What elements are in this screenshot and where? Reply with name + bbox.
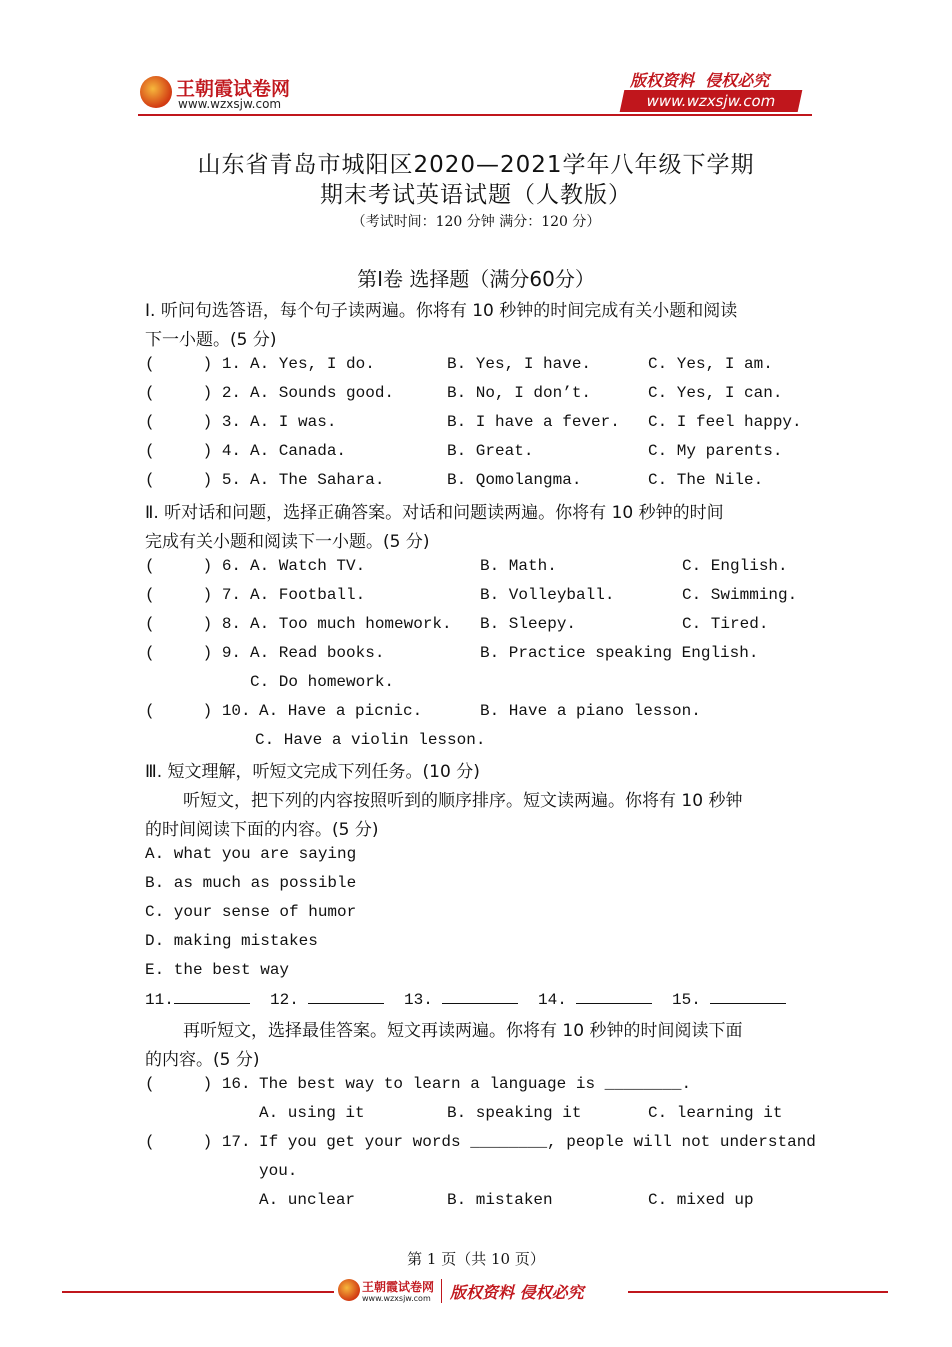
q9-option-c: C. Do homework. [250, 673, 395, 691]
q2-option-b: B. No, I don’t. [447, 384, 592, 402]
q2-option-c: C. Yes, I can. [648, 384, 783, 402]
option-e: E. the best way [145, 961, 290, 979]
q16-num: ( ) 16. [145, 1075, 251, 1093]
blank-13[interactable] [404, 989, 518, 1009]
part2-instruction-cont: 完成有关小题和阅读下一小题。(5 分) [145, 532, 430, 552]
q3-num: ( ) 3. [145, 413, 242, 431]
exam-info: （考试时间：120 分钟 满分：120 分） [351, 214, 601, 230]
header-url-banner [620, 90, 803, 112]
part3-heading: Ⅲ. 短文理解，听短文完成下列任务。(10 分) [145, 762, 480, 782]
q3-option-a: A. I was. [250, 413, 337, 431]
blank-14-line[interactable] [576, 989, 652, 1004]
q2-num: ( ) 2. [145, 384, 242, 402]
q8-option-b: B. Sleepy. [480, 615, 577, 633]
footer-copyright: 版权资料 侵权必究 [450, 1283, 584, 1302]
option-a: A. what you are saying [145, 845, 357, 863]
brand-name: 王朝霞试卷网 [176, 78, 291, 100]
page-number: 第 1 页（共 10 页） [407, 1250, 545, 1268]
q7-option-a: A. Football. [250, 586, 366, 604]
q5-num: ( ) 5. [145, 471, 242, 489]
q17-option-c: C. mixed up [648, 1191, 754, 1209]
q7-option-b: B. Volleyball. [480, 586, 615, 604]
q6-option-c: C. English. [682, 557, 788, 575]
blank-11-label: 11. [145, 991, 174, 1009]
q10-option-c: C. Have a violin lesson. [255, 731, 486, 749]
q17-text: If you get your words ________, people will not understand [259, 1133, 816, 1151]
part2-instruction: Ⅱ. 听对话和问题，选择正确答案。对话和问题读两遍。你将有 10 秒钟的时间 [145, 503, 724, 523]
part3-para2-cont: 的内容。(5 分) [145, 1050, 260, 1070]
option-b: B. as much as possible [145, 874, 357, 892]
footer-brand: 王朝霞试卷网 [362, 1280, 435, 1294]
q8-option-c: C. Tired. [682, 615, 769, 633]
q3-option-c: C. I feel happy. [648, 413, 802, 431]
q9-option-a: A. Read books. [250, 644, 385, 662]
footer-divider-left [62, 1291, 334, 1293]
brand-url: www.wzxsjw.com [178, 97, 282, 111]
q17-option-b: B. mistaken [447, 1191, 553, 1209]
q10-num: ( ) 10. [145, 702, 251, 720]
blank-15-label: 15. [672, 991, 701, 1009]
q1-option-b: B. Yes, I have. [447, 355, 592, 373]
q5-option-a: A. The Sahara. [250, 471, 385, 489]
q1-option-a: A. Yes, I do. [250, 355, 375, 373]
blank-15-line[interactable] [710, 989, 786, 1004]
part1-instruction-cont: 下一小题。(5 分) [145, 330, 277, 350]
q9-num: ( ) 9. [145, 644, 242, 662]
q17-num: ( ) 17. [145, 1133, 251, 1151]
blank-14[interactable] [538, 989, 652, 1009]
q4-option-a: A. Canada. [250, 442, 347, 460]
page-title-line1: 山东省青岛市城阳区2020—2021学年八年级下学期 [197, 152, 755, 178]
q6-option-a: A. Watch TV. [250, 557, 366, 575]
q9-option-b: B. Practice speaking English. [480, 644, 759, 662]
part3-para1-cont: 的时间阅读下面的内容。(5 分) [145, 820, 379, 840]
q10-option-b: B. Have a piano lesson. [480, 702, 701, 720]
header-divider [138, 114, 812, 116]
page-title-line2: 期末考试英语试题（人教版） [320, 182, 632, 208]
q17-text-cont: you. [259, 1162, 298, 1180]
q17-option-a: A. unclear [259, 1191, 356, 1209]
q1-num: ( ) 1. [145, 355, 242, 373]
q7-num: ( ) 7. [145, 586, 242, 604]
blank-13-label: 13. [404, 991, 433, 1009]
q3-option-b: B. I have a fever. [447, 413, 620, 431]
volume-title: 第Ⅰ卷 选择题（满分60分） [357, 267, 595, 291]
q7-option-c: C. Swimming. [682, 586, 798, 604]
q16-option-b: B. speaking it [447, 1104, 582, 1122]
copyright-notice: 版权资料 侵权必究 [630, 71, 770, 90]
blank-12-line[interactable] [308, 989, 384, 1004]
option-d: D. making mistakes [145, 932, 318, 950]
header-url-text: www.wzxsjw.com [644, 92, 778, 110]
blank-11[interactable] [145, 989, 250, 1009]
q6-option-b: B. Math. [480, 557, 557, 575]
q8-option-a: A. Too much homework. [250, 615, 452, 633]
q16-option-a: A. using it [259, 1104, 365, 1122]
q5-option-c: C. The Nile. [648, 471, 764, 489]
q16-text: The best way to learn a language is ________. [259, 1075, 692, 1093]
q4-option-b: B. Great. [447, 442, 534, 460]
part1-instruction: Ⅰ. 听问句选答语，每个句子读两遍。你将有 10 秒钟的时间完成有关小题和阅读 [145, 301, 738, 321]
q4-option-c: C. My parents. [648, 442, 783, 460]
blank-15[interactable] [672, 989, 786, 1009]
blank-14-label: 14. [538, 991, 567, 1009]
footer-separator [441, 1279, 442, 1303]
footer-url: www.wzxsjw.com [362, 1294, 431, 1303]
part3-para2: 再听短文，选择最佳答案。短文再读两遍。你将有 10 秒钟的时间阅读下面 [183, 1021, 743, 1041]
blank-13-line[interactable] [442, 989, 518, 1004]
footer-divider-right [628, 1291, 888, 1293]
q16-option-c: C. learning it [648, 1104, 783, 1122]
brand-seal-icon [140, 76, 172, 108]
blank-12-label: 12. [270, 991, 299, 1009]
option-c: C. your sense of humor [145, 903, 357, 921]
blank-11-line[interactable] [174, 989, 250, 1004]
q1-option-c: C. Yes, I am. [648, 355, 773, 373]
q2-option-a: A. Sounds good. [250, 384, 395, 402]
blank-12[interactable] [270, 989, 384, 1009]
part3-para1: 听短文，把下列的内容按照听到的顺序排序。短文读两遍。你将有 10 秒钟 [183, 791, 743, 811]
q10-option-a: A. Have a picnic. [259, 702, 423, 720]
q6-num: ( ) 6. [145, 557, 242, 575]
q5-option-b: B. Qomolangma. [447, 471, 582, 489]
q8-num: ( ) 8. [145, 615, 242, 633]
footer-seal-icon [338, 1279, 360, 1301]
q4-num: ( ) 4. [145, 442, 242, 460]
